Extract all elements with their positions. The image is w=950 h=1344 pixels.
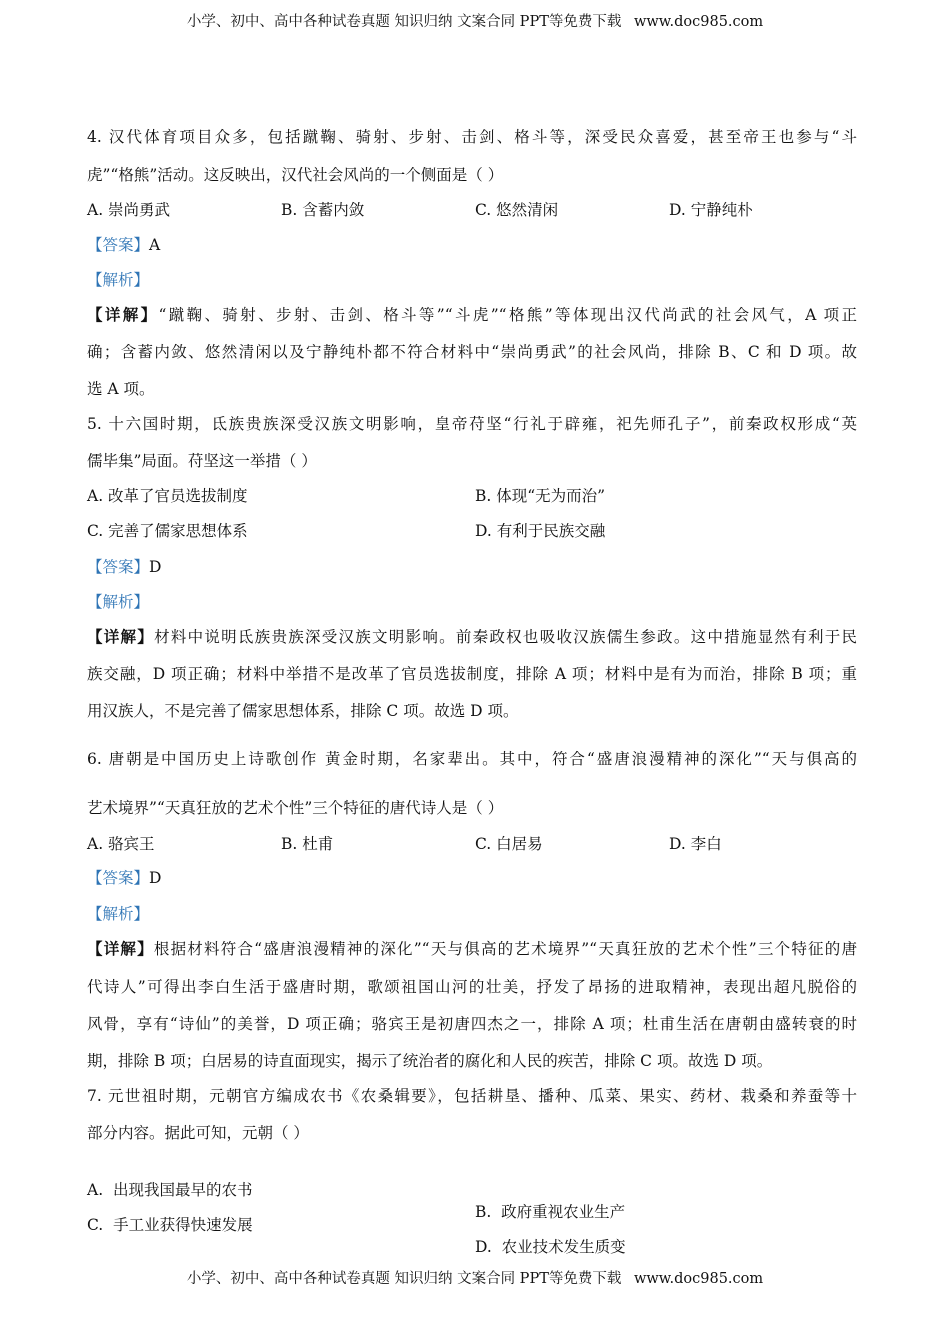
answer-value: D xyxy=(149,558,162,576)
option-d: D. 宁静纯朴 xyxy=(669,201,753,219)
answer-label: 【答案】 xyxy=(87,558,150,576)
footer-url: www.doc985.com xyxy=(633,1271,764,1287)
detail-line: 期，排除 B 项；白居易的诗直面现实，揭示了统治者的腐化和人民的疾苦，排除 C 项。故选 D 项。 xyxy=(87,1052,773,1070)
detail-label: 【详解】 xyxy=(87,305,159,324)
option-c: C. 白居易 xyxy=(475,835,543,853)
question-stem: 7. 元世祖时期，元朝官方编成农书《农桑辑要》，包括耕垦、播种、瓜菜、果实、药材、栽桑和养蚕等十 xyxy=(87,1087,857,1105)
detail-line xyxy=(87,938,857,960)
detail-text: “蹴鞠、骑射、步射、击剑、格斗等”“斗虎”“格熊”等体现出汉代尚武的社会风气，A 项正 xyxy=(158,306,857,324)
detail-line xyxy=(87,626,857,648)
header-url: www.doc985.com xyxy=(633,14,764,30)
question-stem: 虎”“格熊”活动。这反映出，汉代社会风尚的一个侧面是（ ） xyxy=(87,166,504,184)
detail-text: 根据材料符合“盛唐浪漫精神的深化”“天与俱高的艺术境界”“天真狂放的艺术个性”三个特征的唐 xyxy=(153,940,857,958)
question-stem: 部分内容。据此可知，元朝（ ） xyxy=(87,1124,309,1142)
question-stem: 4. 汉代体育项目众多，包括蹴鞠、骑射、步射、击剑、格斗等，深受民众喜爱，甚至帝王也参与“斗 xyxy=(87,128,857,146)
detail-line: 族交融，D 项正确；材料中举措不是改革了官员选拔制度，排除 A 项；材料中是有为而治，排除 B 项；重 xyxy=(87,665,857,683)
option-d: D. 农业技术发生质变 xyxy=(475,1238,626,1256)
option-a: A. 改革了官员选拔制度 xyxy=(87,487,248,505)
question-stem: 艺术境界”“天真狂放的艺术个性”三个特征的唐代诗人是（ ） xyxy=(87,799,504,817)
option-c: C. 悠然清闲 xyxy=(475,201,559,219)
detail-line: 代诗人”可得出李白生活于盛唐时期，歌颂祖国山河的壮美，抒发了昂扬的进取精神，表现出超凡脱俗的 xyxy=(87,978,857,996)
option-b: B. 体现“无为而治” xyxy=(475,487,606,505)
detail-line xyxy=(87,304,857,326)
option-c: C. 完善了儒家思想体系 xyxy=(87,522,248,540)
detail-line: 风骨，享有“诗仙”的美誉，D 项正确；骆宾王是初唐四杰之一，排除 A 项；杜甫生活在唐朝由盛转衰的时 xyxy=(87,1015,857,1033)
question-stem: 6. 唐朝是中国历史上诗歌创作 黄金时期，名家辈出。其中，符合“盛唐浪漫精神的深化”“天与俱高的 xyxy=(87,750,857,768)
question-stem: 儒毕集”局面。苻坚这一举措（ ） xyxy=(87,452,317,470)
detail-line: 用汉族人，不是完善了儒家思想体系，排除 C 项。故选 D 项。 xyxy=(87,702,519,720)
analysis-label: 【解析】 xyxy=(87,593,150,611)
option-d: D. 有利于民族交融 xyxy=(475,522,606,540)
answer-label: 【答案】 xyxy=(87,236,150,254)
detail-label: 【详解】 xyxy=(87,939,154,958)
answer-label: 【答案】 xyxy=(87,869,150,887)
question-stem: 5. 十六国时期，氐族贵族深受汉族文明影响，皇帝苻坚“行礼于辟雍，祀先师孔子”，前秦政权形成“英 xyxy=(87,415,857,433)
answer-value: A xyxy=(149,236,161,254)
option-a: A. 骆宾王 xyxy=(87,835,155,853)
detail-line: 确；含蓄内敛、悠然清闲以及宁静纯朴都不符合材料中“崇尚勇武”的社会风尚，排除 B、C 和 D 项。故 xyxy=(87,343,857,361)
detail-label: 【详解】 xyxy=(87,627,155,646)
analysis-label: 【解析】 xyxy=(87,905,150,923)
option-c: C. 手工业获得快速发展 xyxy=(87,1216,253,1234)
answer-value: D xyxy=(149,869,162,887)
answer-line xyxy=(87,234,857,256)
footer-text: 小学、初中、高中各种试卷真题 知识归纳 文案合同 PPT等免费下载 xyxy=(186,1271,622,1287)
option-b: B. 杜甫 xyxy=(281,835,334,853)
analysis-label: 【解析】 xyxy=(87,271,150,289)
option-a: A. 出现我国最早的农书 xyxy=(87,1181,253,1199)
options-row xyxy=(87,1192,857,1280)
page-header xyxy=(0,12,950,32)
option-b: B. 含蓄内敛 xyxy=(281,201,365,219)
option-b: B. 政府重视农业生产 xyxy=(475,1203,626,1221)
answer-line xyxy=(87,867,857,889)
option-d: D. 李白 xyxy=(669,835,722,853)
header-text: 小学、初中、高中各种试卷真题 知识归纳 文案合同 PPT等免费下载 xyxy=(186,14,622,30)
detail-line: 选 A 项。 xyxy=(87,380,155,398)
detail-text: 材料中说明氐族贵族深受汉族文明影响。前秦政权也吸收汉族儒生参政。这中措施显然有利于民 xyxy=(154,628,857,646)
answer-line xyxy=(87,556,857,578)
option-a: A. 崇尚勇武 xyxy=(87,201,171,219)
page-footer xyxy=(0,1269,950,1289)
